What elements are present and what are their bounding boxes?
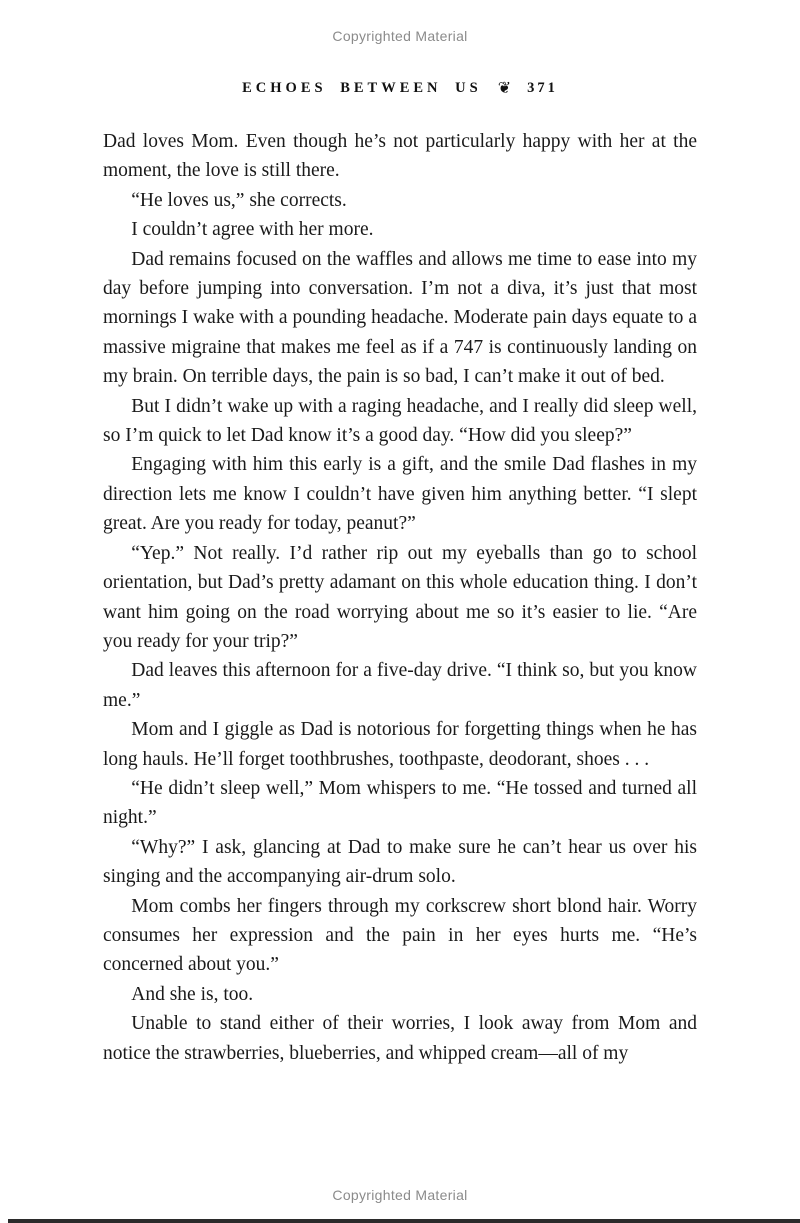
copyright-notice-top: Copyrighted Material [332, 28, 468, 44]
paragraph: Mom combs her fingers through my corkscrew short blond hair. Worry consumes her expression and the pain in her eyes hurts me. “He’s concerned about you.” [103, 895, 697, 976]
paragraph: “Why?” I ask, glancing at Dad to make sure he can’t hear us over his singing and the accompanying air-drum solo. [103, 836, 697, 888]
paragraph: But I didn’t wake up with a raging headache, and I really did sleep well, so I’m quick to let Dad know it’s a good day. “How did you sleep?” [103, 395, 697, 447]
paragraph: “Yep.” Not really. I’d rather rip out my eyeballs than go to school orientation, but Dad’s pretty adamant on this whole education thing. I don’t want him going on the road worrying about me so it’s easier to lie. “Are you ready for your trip?” [103, 542, 697, 652]
paragraph: I couldn’t agree with her more. [131, 219, 374, 241]
paragraph: Dad remains focused on the waffles and allows me time to ease into my day before jumping into conversation. I’m not a diva, it’s just that most mornings I wake with a pounding headache. Moderate pain days equate to a massive migraine that makes me feel as if a 747 is continuously landing on my brain. On terrible days, the pain is so bad, I can’t make it out of bed. [103, 248, 697, 388]
paragraph: Dad loves Mom. Even though he’s not particularly happy with her at the moment, the love is still there. [103, 131, 697, 182]
paragraph: And she is, too. [131, 983, 254, 1005]
paragraph: Mom and I giggle as Dad is notorious for forgetting things when he has long hauls. He’ll forget toothbrushes, toothpaste, deodorant, shoes . . . [103, 719, 697, 770]
fleuron-ornament-icon: ❦ [497, 79, 512, 97]
page-edge-line [8, 1219, 800, 1223]
running-header [0, 80, 800, 97]
paragraph: “He didn’t sleep well,” Mom whispers to me. “He tossed and turned all night.” [103, 777, 697, 829]
paragraph: Engaging with him this early is a gift, and the smile Dad flashes in my direction lets me know I couldn’t have given him anything better. “I slept great. Are you ready for today, peanut?” [103, 454, 697, 535]
paragraph: Dad leaves this afternoon for a five-day drive. “I think so, but you know me.” [103, 660, 697, 711]
page-number: 371 [527, 80, 558, 96]
body-text [103, 127, 697, 1068]
paragraph: Unable to stand either of their worries, I look away from Mom and notice the strawberries, blueberries, and whipped cream—all of my [103, 1013, 697, 1064]
paragraph: “He loves us,” she corrects. [131, 189, 347, 211]
copyright-notice-bottom: Copyrighted Material [332, 1187, 468, 1203]
book-title: ECHOES BETWEEN US [242, 80, 482, 96]
